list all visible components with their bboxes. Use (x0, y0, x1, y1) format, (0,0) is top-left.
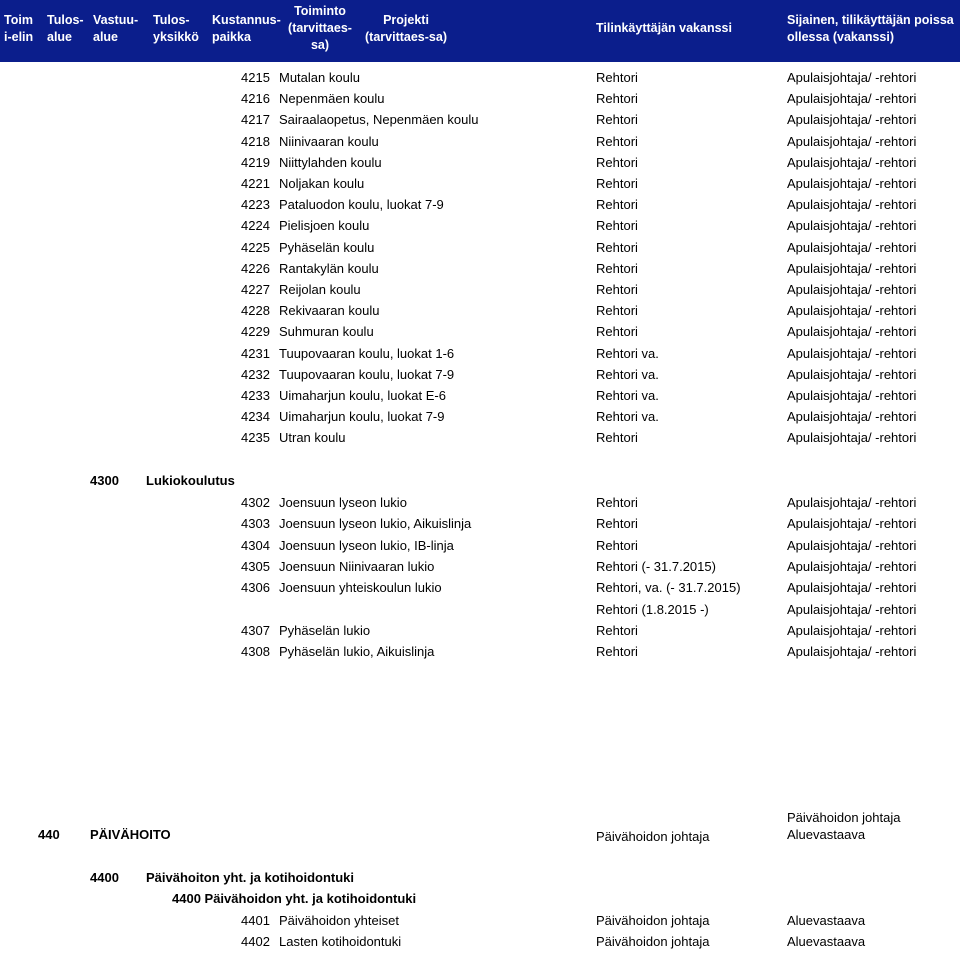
row-sijainen: Apulaisjohtaja/ -rehtori (787, 558, 917, 574)
row-vakanssi: Rehtori (596, 260, 638, 276)
row-vakanssi: Rehtori va. (596, 409, 659, 425)
row-sijainen: Apulaisjohtaja/ -rehtori (787, 345, 917, 361)
row-code: 4234 (241, 409, 270, 425)
row-sijainen: Apulaisjohtaja/ -rehtori (787, 537, 917, 553)
row-vakanssi: Rehtori (596, 70, 638, 85)
row-sijainen: Apulaisjohtaja/ -rehtori (787, 260, 917, 276)
row-name: Pataluodon koulu, luokat 7-9 (279, 197, 444, 213)
row-code: 4232 (241, 366, 270, 382)
row-vakanssi: Rehtori va. (596, 345, 659, 361)
row-name: Joensuun Niinivaaran lukio (279, 558, 435, 574)
row-code: 4304 (241, 537, 270, 553)
row-name: Pielisjoen koulu (279, 218, 370, 234)
paivahoito-sub-line1: Päivähoidon johtaja (787, 810, 901, 825)
row-code: 4233 (241, 388, 270, 403)
row-sijainen: Apulaisjohtaja/ -rehtori (787, 282, 917, 297)
row-code: 4218 (241, 133, 270, 149)
row-vakanssi: Rehtori (596, 133, 638, 149)
row-code: 4216 (241, 91, 270, 107)
row-name: Utran koulu (279, 430, 346, 446)
row-name: Suhmuran koulu (279, 324, 374, 340)
row-code: 4219 (241, 154, 270, 170)
row-code: 4308 (241, 644, 270, 660)
row-code: 4303 (241, 516, 270, 532)
row-name: Tuupovaaran koulu, luokat 1-6 (279, 345, 455, 361)
row-vakanssi: Rehtori (596, 239, 638, 255)
row-sijainen: Apulaisjohtaja/ -rehtori (787, 112, 917, 128)
row-sijainen: Apulaisjohtaja/ -rehtori (787, 495, 917, 510)
unit-code-4400: 4400 (90, 870, 119, 885)
row-name: Päivähoidon yhteiset (279, 913, 399, 928)
section-title-lukio: Lukiokoulutus (146, 473, 235, 488)
paivahoito-role: Päivähoidon johtaja (596, 829, 710, 844)
row-vakanssi: Rehtori (596, 430, 638, 446)
row-code: 4224 (241, 218, 270, 234)
row-vakanssi: Rehtori (596, 91, 638, 107)
table-header (0, 0, 960, 62)
row-code: 4228 (241, 303, 270, 319)
row-sijainen: Apulaisjohtaja/ -rehtori (787, 430, 917, 446)
row-sijainen: Apulaisjohtaja/ -rehtori (787, 388, 917, 403)
row-code: 4217 (241, 112, 270, 128)
row-name: Sairaalaopetus, Nepenmäen koulu (279, 112, 479, 128)
row-sijainen: Apulaisjohtaja/ -rehtori (787, 303, 917, 319)
row-name: Rantakylän koulu (279, 260, 379, 276)
row-code: 4306 (241, 580, 270, 596)
row-vakanssi: Päivähoidon johtaja (596, 934, 710, 949)
row-sijainen: Apulaisjohtaja/ -rehtori (787, 516, 917, 532)
row-vakanssi: Rehtori (596, 303, 638, 319)
row-code: 4215 (241, 70, 270, 85)
row-vakanssi: Rehtori va. (596, 388, 659, 403)
header-tulosyksikko: Tulos- yksikkö (153, 13, 199, 44)
row-vakanssi: Rehtori (- 31.7.2015) (596, 558, 716, 574)
row-code: 4307 (241, 622, 270, 638)
header-tilinkayttaja: Tilinkäyttäjän vakanssi (596, 21, 732, 35)
row-name: Reijolan koulu (279, 282, 361, 297)
row-vakanssi: Rehtori (1.8.2015 -) (596, 601, 709, 617)
row-name: Uimaharjun koulu, luokat E-6 (279, 388, 446, 403)
row-code: 4229 (241, 324, 270, 340)
row-code: 4231 (241, 345, 270, 361)
row-vakanssi: Rehtori va. (596, 366, 659, 382)
section-code-4300: 4300 (90, 473, 119, 488)
row-name: Niittylahden koulu (279, 154, 382, 170)
row-code: 4302 (241, 495, 270, 510)
row-vakanssi: Rehtori (596, 537, 638, 553)
row-code: 4305 (241, 558, 270, 574)
row-name: Uimaharjun koulu, luokat 7-9 (279, 409, 445, 425)
row-sijainen: Apulaisjohtaja/ -rehtori (787, 239, 917, 255)
row-sijainen: Apulaisjohtaja/ -rehtori (787, 409, 917, 425)
header-projekti: Projekti (tarvittaes-sa) (365, 13, 447, 44)
row-code: 4221 (241, 176, 270, 191)
row-name: Joensuun lyseon lukio (279, 495, 407, 510)
paivahoito-sub-line2: Aluevastaava (787, 827, 866, 842)
row-name: Lasten kotihoidontuki (279, 934, 402, 949)
row-sijainen: Apulaisjohtaja/ -rehtori (787, 324, 917, 340)
header-toiminto: Toiminto (tarvittaes- sa) (288, 4, 352, 52)
row-vakanssi: Rehtori (596, 154, 638, 170)
row-vakanssi: Rehtori (596, 197, 638, 213)
row-sijainen: Aluevastaava (787, 913, 866, 928)
sub-unit-4400: 4400 Päivähoidon yht. ja kotihoidontuki (172, 891, 417, 906)
row-sijainen: Apulaisjohtaja/ -rehtori (787, 580, 917, 596)
row-sijainen: Apulaisjohtaja/ -rehtori (787, 197, 917, 213)
row-vakanssi: Rehtori (596, 495, 638, 510)
row-sijainen: Apulaisjohtaja/ -rehtori (787, 91, 917, 107)
row-vakanssi: Rehtori, va. (- 31.7.2015) (596, 580, 741, 596)
row-code: 4235 (241, 430, 270, 446)
row-sijainen: Apulaisjohtaja/ -rehtori (787, 601, 917, 617)
row-sijainen: Aluevastaava (787, 934, 866, 949)
row-name: Joensuun yhteiskoulun lukio (279, 580, 442, 596)
section-title-paivahoito: PÄIVÄHOITO (90, 827, 171, 842)
row-sijainen: Apulaisjohtaja/ -rehtori (787, 644, 917, 660)
header-sijainen: Sijainen, tilikäyttäjän poissa ollessa (vakanssi) (787, 13, 954, 44)
row-vakanssi: Rehtori (596, 282, 638, 297)
row-vakanssi: Rehtori (596, 176, 638, 191)
section-code-440: 440 (38, 827, 60, 842)
row-code: 4225 (241, 239, 270, 255)
row-sijainen: Apulaisjohtaja/ -rehtori (787, 622, 917, 638)
row-sijainen: Apulaisjohtaja/ -rehtori (787, 176, 917, 191)
header-kustannuspaikka: Kustannus- paikka (212, 13, 281, 44)
row-vakanssi: Päivähoidon johtaja (596, 913, 710, 928)
row-sijainen: Apulaisjohtaja/ -rehtori (787, 218, 917, 234)
row-vakanssi: Rehtori (596, 112, 638, 128)
row-name: Mutalan koulu (279, 70, 360, 85)
row-name: Pyhäselän lukio (279, 622, 371, 638)
row-vakanssi: Rehtori (596, 324, 638, 340)
row-name: Noljakan koulu (279, 176, 365, 191)
row-name: Joensuun lyseon lukio, IB-linja (279, 537, 454, 553)
row-code: 4226 (241, 260, 270, 276)
row-name: Pyhäselän koulu (279, 239, 375, 255)
row-sijainen: Apulaisjohtaja/ -rehtori (787, 366, 917, 382)
row-code: 4402 (241, 934, 270, 949)
row-name: Tuupovaaran koulu, luokat 7-9 (279, 366, 455, 382)
row-code: 4401 (241, 913, 270, 928)
row-vakanssi: Rehtori (596, 644, 638, 660)
row-name: Joensuun lyseon lukio, Aikuislinja (279, 516, 472, 532)
row-name: Pyhäselän lukio, Aikuislinja (279, 644, 435, 660)
row-code: 4227 (241, 282, 270, 297)
row-code: 4223 (241, 197, 270, 213)
row-vakanssi: Rehtori (596, 622, 638, 638)
row-vakanssi: Rehtori (596, 516, 638, 532)
row-sijainen: Apulaisjohtaja/ -rehtori (787, 70, 917, 85)
row-sijainen: Apulaisjohtaja/ -rehtori (787, 154, 917, 170)
header-toimielin: Toim i-elin (4, 13, 34, 44)
row-name: Nepenmäen koulu (279, 91, 385, 107)
row-sijainen: Apulaisjohtaja/ -rehtori (787, 133, 917, 149)
header-vastuualue: Vastuu- alue (93, 13, 139, 44)
row-vakanssi: Rehtori (596, 218, 638, 234)
unit-title-4400: Päivähoiton yht. ja kotihoidontuki (146, 870, 355, 885)
row-name: Niinivaaran koulu (279, 133, 379, 149)
row-name: Rekivaaran koulu (279, 303, 380, 319)
header-tulosalue: Tulos- alue (47, 13, 84, 44)
